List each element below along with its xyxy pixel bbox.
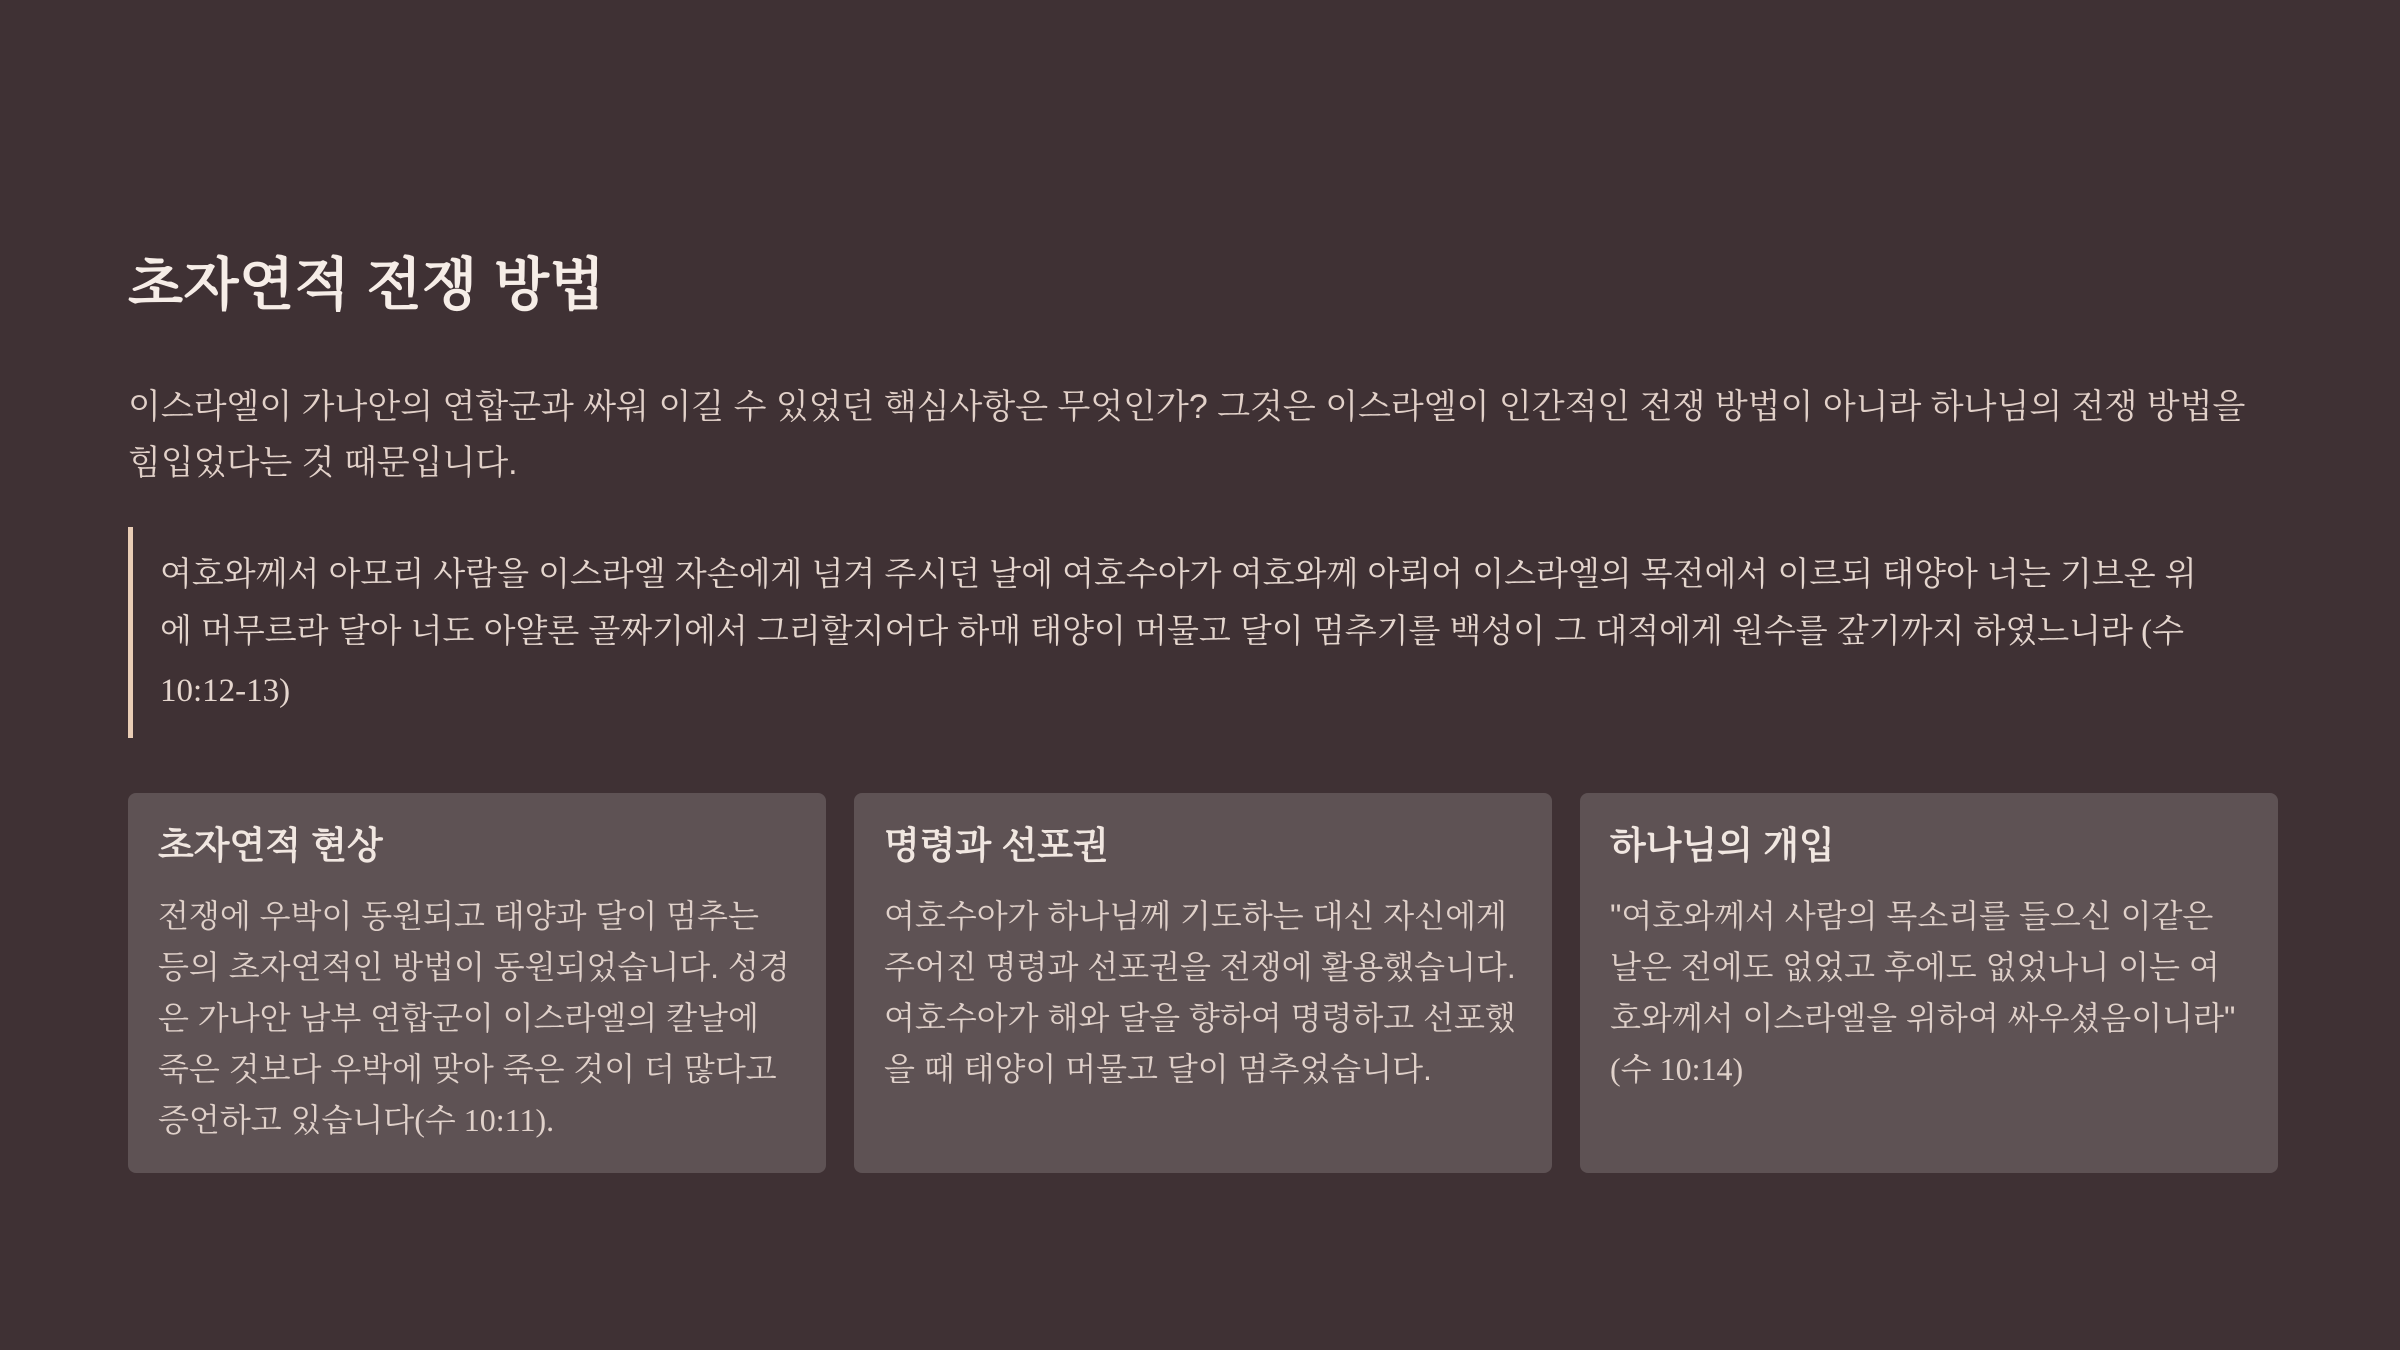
card-gods-intervention	[1580, 793, 2278, 1173]
card-title: 하나님의 개입	[1610, 825, 1835, 866]
card-reference: (수 10:11).	[414, 1102, 555, 1138]
scripture-quote	[128, 527, 2278, 738]
cards-row	[128, 793, 2278, 1173]
quote-reference: (수 10:12-13)	[160, 614, 2185, 709]
card-reference: (수 10:14)	[1610, 1051, 1744, 1087]
card-supernatural-phenomena	[128, 793, 826, 1173]
card-command-authority	[854, 793, 1552, 1173]
page-title: 초자연적 전쟁 방법	[128, 253, 606, 317]
card-body-text: 여호수아가 하나님께 기도하는 대신 자신에게 주어진 명령과 선포권을 전쟁에 활용했습니다. 여호수아가 해와 달을 향하여 명령하고 선포했을 때 태양이 머물고 달이 멈추었습니다.	[884, 898, 1516, 1087]
quote-text: 여호와께서 아모리 사람을 이스라엘 자손에게 넘겨 주시던 날에 여호수아가 여호와께 아뢰어 이스라엘의 목전에서 이르되 태양아 너는 기브온 위에 머무르라 달아 너도 아얄론 골짜기에서 그리할지어다 하매 태양이 머물고 달이 멈추기를 백성이 그 대적에게 원수를 갚기까지 하였느니라	[160, 555, 2197, 649]
card-body-text: 전쟁에 우박이 동원되고 태양과 달이 멈추는 등의 초자연적인 방법이 동원되었습니다. 성경은 가나안 남부 연합군이 이스라엘의 칼날에 죽은 것보다 우박에 맞아 죽은 것이 더 많다고 증언하고 있습니다	[158, 898, 790, 1138]
card-title: 초자연적 현상	[158, 825, 383, 866]
card-body	[884, 891, 1522, 1095]
card-body	[158, 891, 796, 1146]
card-body	[1610, 891, 2248, 1095]
card-body-text: "여호와께서 사람의 목소리를 들으신 이같은 날은 전에도 없었고 후에도 없었나니 이는 여호와께서 이스라엘을 위하여 싸우셨음이니라"	[1610, 898, 2236, 1036]
intro-paragraph: 이스라엘이 가나안의 연합군과 싸워 이길 수 있었던 핵심사항은 무엇인가? 그것은 이스라엘이 인간적인 전쟁 방법이 아니라 하나님의 전쟁 방법을 힘입었다는 것 때문입니다.	[128, 388, 2246, 482]
card-title: 명령과 선포권	[884, 825, 1109, 866]
